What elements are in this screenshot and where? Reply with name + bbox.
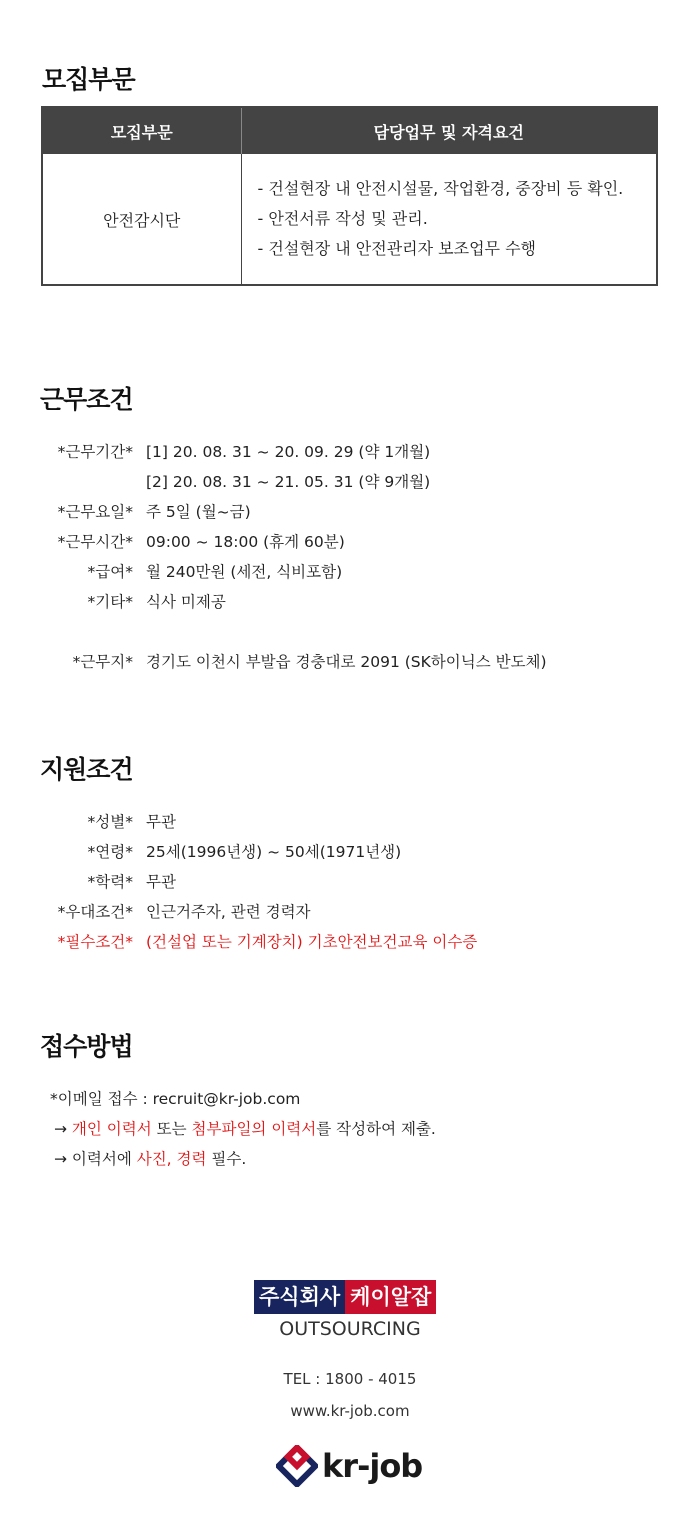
work-row-days <box>0 497 700 527</box>
work-value: [1] 20. 08. 31 ~ 20. 09. 29 (약 1개월) <box>146 443 431 461</box>
recruit-table-header <box>42 107 657 154</box>
cond-label: *필수조건* <box>57 933 133 951</box>
work-label: *급여* <box>87 563 133 581</box>
work-row-period-2 <box>0 467 700 497</box>
work-row-etc <box>0 587 700 617</box>
cond-label: *우대조건* <box>57 903 133 921</box>
cond-row-age <box>0 837 700 867</box>
cond-value: 무관 <box>146 873 176 891</box>
work-value: 식사 미제공 <box>146 593 226 611</box>
work-value: 경기도 이천시 부발읍 경충대로 2091 (SK하이닉스 반도체) <box>146 653 547 671</box>
work-label: *근무지* <box>72 653 133 671</box>
cond-row-required <box>0 927 700 957</box>
arrow-text: → <box>54 1120 72 1138</box>
cond-label: *학력* <box>87 873 133 891</box>
work-label: *근무기간* <box>57 443 133 461</box>
company-logo <box>254 1280 436 1314</box>
work-row-salary <box>0 557 700 587</box>
plain-text: → 이력서에 <box>54 1150 137 1168</box>
recruit-header-position: 모집부문 <box>42 107 241 154</box>
cond-row-education <box>0 867 700 897</box>
website-text: www.kr-job.com <box>290 1402 410 1420</box>
cond-value: 25세(1996년생) ~ 50세(1971년생) <box>146 843 402 861</box>
cond-value: 인근거주자, 관련 경력자 <box>146 903 311 921</box>
apply-cond-section-title: 지원조건 <box>40 755 133 784</box>
apply-email-line: *이메일 접수 : recruit@kr-job.com <box>50 1090 301 1108</box>
cond-row-preferred <box>0 897 700 927</box>
work-row-location <box>0 647 700 677</box>
plain-text: 를 작성하여 제출. <box>316 1120 436 1138</box>
cond-label: *연령* <box>87 843 133 861</box>
tel-text: TEL : 1800 - 4015 <box>283 1370 417 1388</box>
highlight-text: 첨부파일의 이력서 <box>191 1120 317 1138</box>
outsourcing-label: OUTSOURCING <box>279 1318 421 1340</box>
work-label: *근무시간* <box>57 533 133 551</box>
logo-part-company: 주식회사 <box>254 1280 345 1314</box>
kr-job-logo-icon <box>276 1445 318 1487</box>
work-section-title: 근무조건 <box>40 385 133 414</box>
plain-text: 필수. <box>206 1150 247 1168</box>
cond-row-gender <box>0 807 700 837</box>
work-value: 주 5일 (월~금) <box>146 503 251 521</box>
duty-item: - 안전서류 작성 및 관리. <box>257 209 428 228</box>
cond-label: *성별* <box>87 813 133 831</box>
duty-item: - 건설현장 내 안전관리자 보조업무 수행 <box>257 239 536 258</box>
cond-value: 무관 <box>146 813 176 831</box>
apply-method-section-title: 접수방법 <box>40 1032 133 1061</box>
work-row-period-1 <box>0 437 700 467</box>
work-value: [2] 20. 08. 31 ~ 21. 05. 31 (약 9개월) <box>146 473 431 491</box>
kr-job-wordmark: kr-job <box>322 1447 423 1485</box>
recruit-section-title: 모집부문 <box>42 65 135 94</box>
work-label: *기타* <box>87 593 133 611</box>
kr-job-logo <box>276 1444 422 1488</box>
highlight-text: 사진, 경력 <box>136 1150 207 1168</box>
work-label: *근무요일* <box>57 503 133 521</box>
recruit-position: 안전감시단 <box>42 154 241 285</box>
work-value: 09:00 ~ 18:00 (휴게 60분) <box>146 533 345 551</box>
highlight-text: 개인 이력서 <box>71 1120 152 1138</box>
cond-value: (건설업 또는 기계장치) 기초안전보건교육 이수증 <box>146 933 478 951</box>
recruit-header-duties: 담당업무 및 자격요건 <box>241 107 657 154</box>
apply-resume-line <box>54 1114 436 1144</box>
table-row <box>42 154 657 285</box>
recruit-table <box>41 106 658 286</box>
logo-part-brand: 케이알잡 <box>345 1280 436 1314</box>
duty-item: - 건설현장 내 안전시설물, 작업환경, 중장비 등 확인. <box>257 179 624 198</box>
work-row-hours <box>0 527 700 557</box>
apply-required-line <box>54 1144 246 1174</box>
recruit-duties <box>241 154 657 285</box>
plain-text: 또는 <box>151 1120 192 1138</box>
work-value: 월 240만원 (세전, 식비포함) <box>146 563 343 581</box>
